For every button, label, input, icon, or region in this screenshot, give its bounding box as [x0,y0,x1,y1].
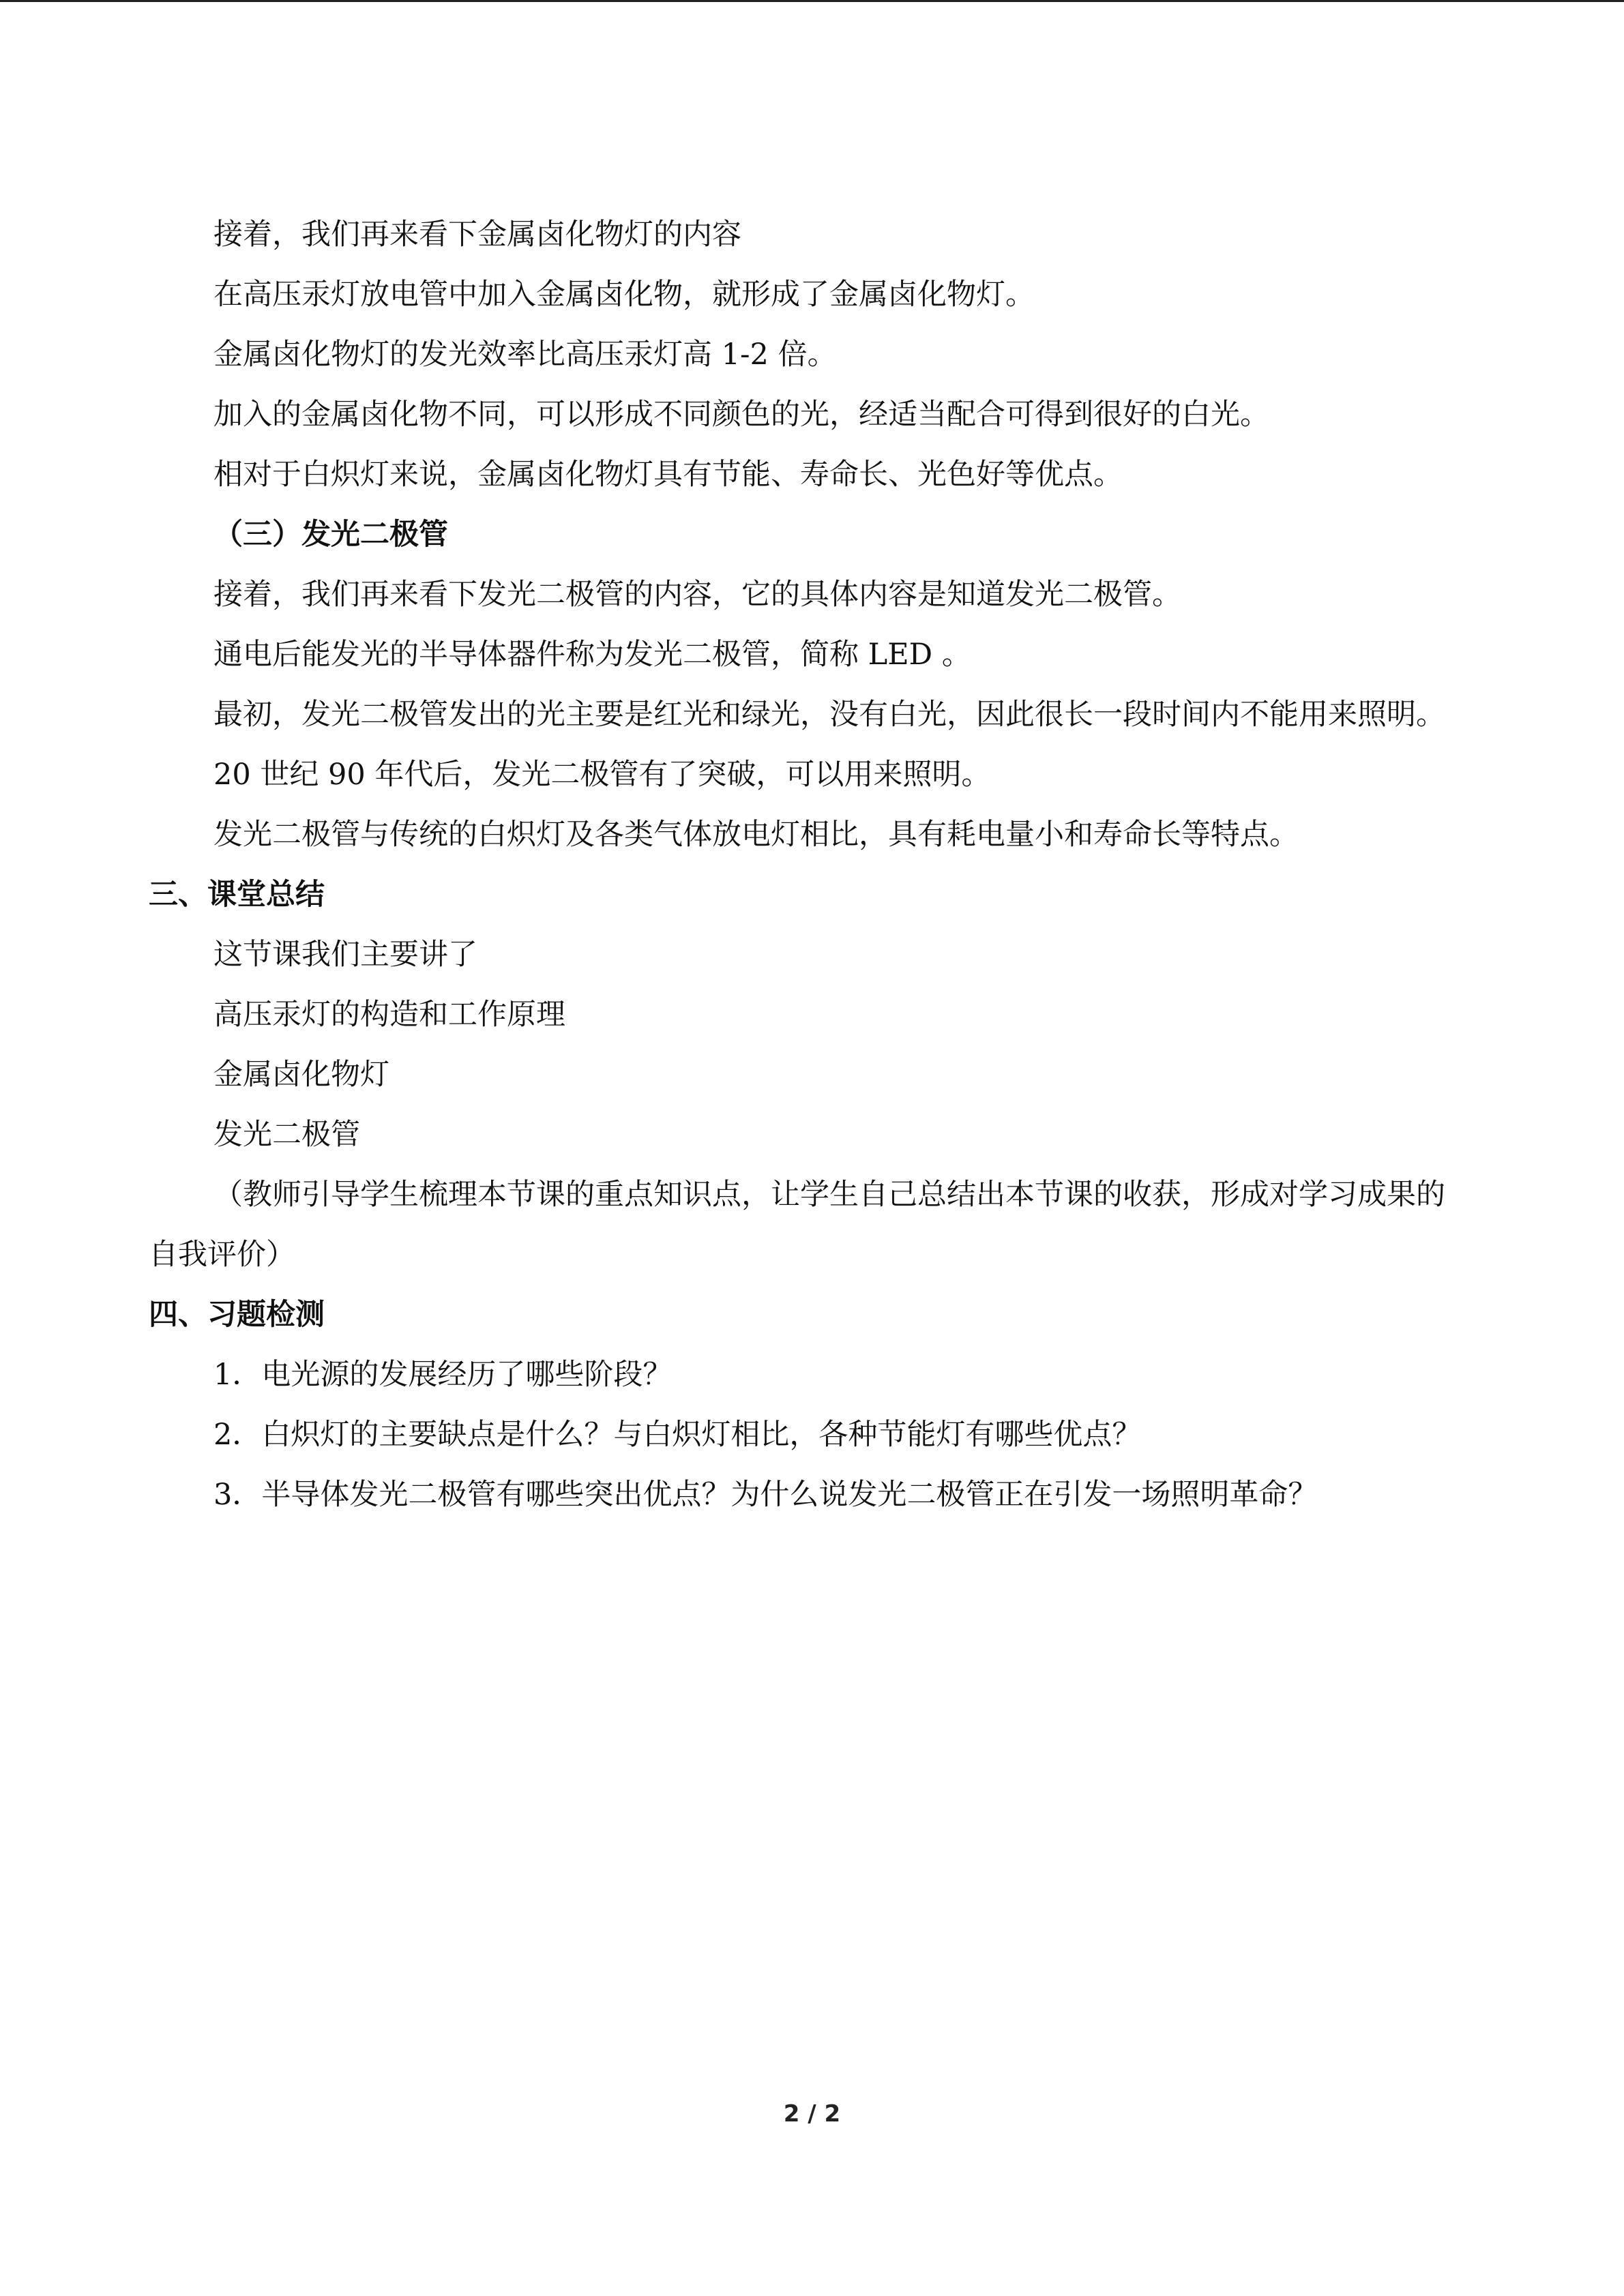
question-item: 1．电光源的发展经历了哪些阶段？ [213,1358,673,1392]
section-heading: 四、习题检测 [149,1298,325,1332]
paragraph: 发光二极管 [213,1118,360,1152]
paragraph: 通电后能发光的半导体器件称为发光二极管，简称 LED 。 [213,638,971,672]
paragraph: 金属卤化物灯的发光效率比高压汞灯高 1-2 倍。 [213,338,837,372]
subsection-heading: （三）发光二极管 [213,518,448,552]
document-body [149,205,1465,1525]
paragraph: （教师引导学生梳理本节课的重点知识点，让学生自己总结出本节课的收获，形成对学习成果的自我评价） [149,1178,1445,1272]
paragraph: 这节课我们主要讲了 [213,938,477,972]
question-item: 2．白炽灯的主要缺点是什么？与白炽灯相比，各种节能灯有哪些优点？ [213,1418,1142,1452]
paragraph: 相对于白炽灯来说，金属卤化物灯具有节能、寿命长、光色好等优点。 [213,458,1123,492]
paragraph: 接着，我们再来看下发光二极管的内容，它的具体内容是知道发光二极管。 [213,578,1181,612]
paragraph: 最初，发光二极管发出的光主要是红光和绿光，没有白光，因此很长一段时间内不能用来照明。 [213,698,1445,732]
paragraph: 20 世纪 90 年代后，发光二极管有了突破，可以用来照明。 [213,758,991,792]
question-item: 3．半导体发光二极管有哪些突出优点？为什么说发光二极管正在引发一场照明革命？ [213,1478,1318,1512]
paragraph: 金属卤化物灯 [213,1058,389,1092]
paragraph: 加入的金属卤化物不同，可以形成不同颜色的光，经适当配合可得到很好的白光。 [213,398,1269,432]
top-border-line [0,0,1624,2]
page-number: 2 / 2 [783,2100,841,2128]
paragraph: 在高压汞灯放电管中加入金属卤化物，就形成了金属卤化物灯。 [213,278,1035,312]
paragraph: 接着，我们再来看下金属卤化物灯的内容 [213,218,741,252]
section-heading: 三、课堂总结 [149,878,325,912]
paragraph: 高压汞灯的构造和工作原理 [213,998,565,1032]
paragraph: 发光二极管与传统的白炽灯及各类气体放电灯相比，具有耗电量小和寿命长等特点。 [213,818,1299,852]
